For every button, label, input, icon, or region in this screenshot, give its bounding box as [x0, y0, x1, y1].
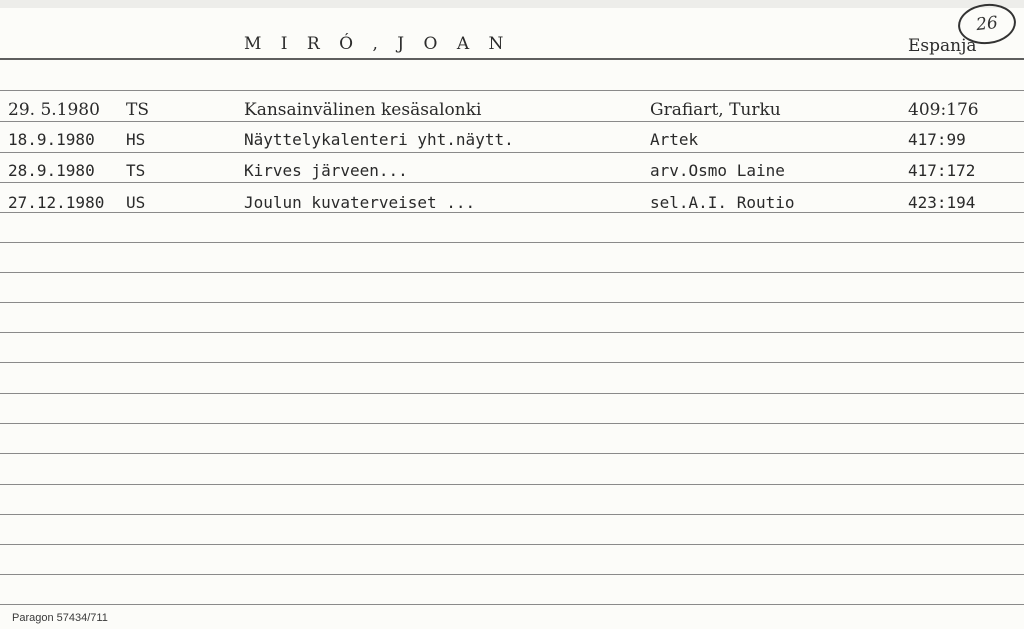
entry-event: Kirves järveen... — [244, 161, 408, 180]
entry-paper: TS — [126, 100, 149, 120]
ruled-line — [0, 332, 1024, 333]
entry-event: Joulun kuvaterveiset ... — [244, 193, 476, 212]
ruled-line — [0, 453, 1024, 454]
ruled-line — [0, 574, 1024, 575]
entry-place: arv.Osmo Laine — [650, 161, 785, 180]
entry-ref: 423:194 — [908, 193, 976, 212]
entry-place: Artek — [650, 130, 699, 149]
card-number: 26 — [975, 12, 999, 36]
ruled-line — [0, 514, 1024, 515]
ruled-line — [0, 423, 1024, 424]
entry-paper: HS — [126, 130, 146, 149]
artist-country: Espanja — [908, 36, 977, 56]
entry-row — [0, 157, 1024, 185]
entry-place: sel.A.I. Routio — [650, 193, 795, 212]
entry-row — [0, 96, 1024, 124]
entry-ref: 409:176 — [908, 100, 979, 120]
entry-paper: US — [126, 193, 146, 212]
ruled-line — [0, 242, 1024, 243]
ruled-line — [0, 604, 1024, 605]
ruled-line — [0, 272, 1024, 273]
entry-event: Näyttelykalenteri yht.näytt. — [244, 130, 514, 149]
ruled-line — [0, 362, 1024, 363]
entry-date: 29. 5.1980 — [8, 100, 100, 120]
artist-name: M I R Ó , J O A N — [244, 34, 511, 54]
entry-event: Kansainvälinen kesäsalonki — [244, 100, 482, 120]
entry-ref: 417:172 — [908, 161, 976, 180]
entry-date: 27.12.1980 — [8, 193, 105, 212]
entry-date: 18.9.1980 — [8, 130, 95, 149]
ruled-line — [0, 484, 1024, 485]
entry-date: 28.9.1980 — [8, 161, 95, 180]
entry-row — [0, 126, 1024, 154]
header-rule — [0, 58, 1024, 60]
ruled-line — [0, 302, 1024, 303]
ruled-line — [0, 90, 1024, 91]
card-top-edge — [0, 0, 1024, 8]
entry-paper: TS — [126, 161, 146, 180]
entry-ref: 417:99 — [908, 130, 966, 149]
ruled-line — [0, 544, 1024, 545]
entry-row — [0, 189, 1024, 217]
ruled-line — [0, 393, 1024, 394]
card-printer-mark: Paragon 57434/711 — [12, 612, 108, 624]
entry-place: Grafiart, Turku — [650, 100, 781, 120]
